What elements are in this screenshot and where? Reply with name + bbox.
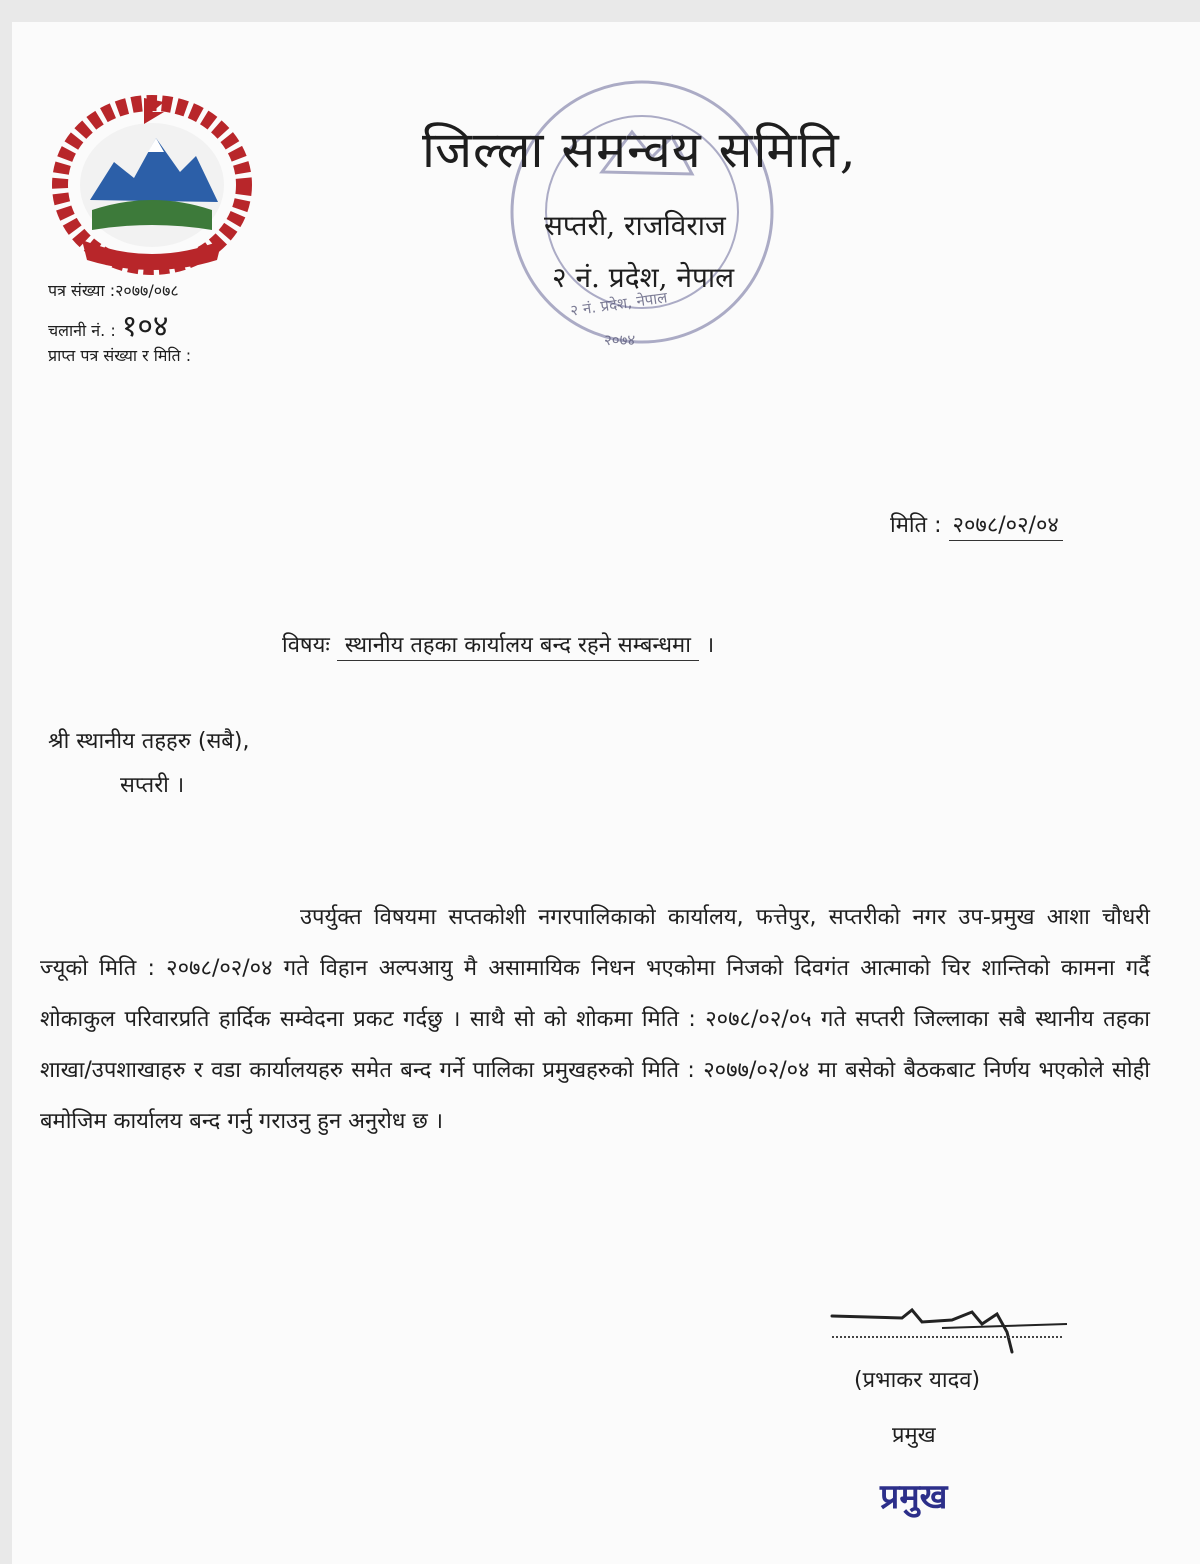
signature-icon [822, 1292, 1072, 1372]
signature-line [832, 1336, 1062, 1338]
addressee-line1: श्री स्थानीय तहहरु (सबै), [48, 729, 250, 754]
dispatch-number-value: १०४ [121, 309, 169, 344]
office-location: सप्तरी, राजविराज [544, 209, 726, 242]
date-label: मिति : [890, 513, 942, 538]
signatory-name: (प्रभाकर यादव) [854, 1368, 981, 1393]
designation-stamp: प्रमुख [880, 1477, 948, 1517]
subject-line [282, 629, 714, 659]
received-letter-info: प्राप्त पत्र संख्या र मिति : [48, 346, 192, 365]
signatory-title: प्रमुख [892, 1423, 936, 1448]
nepal-emblem-icon [52, 90, 252, 275]
date-value: २०७८/०२/०४ [949, 513, 1063, 541]
stamp-text-province: २ नं. प्रदेश, नेपाल [569, 288, 669, 320]
subject-label: विषयः [282, 633, 330, 658]
dispatch-number-label: चलानी नं. : [48, 321, 116, 340]
dispatch-number [48, 304, 169, 345]
letter-page [12, 22, 1200, 1564]
subject-end: । [705, 633, 715, 658]
letter-number-value: २०७७/०७८ [115, 281, 179, 300]
office-province: २ नं. प्रदेश, नेपाल [552, 261, 735, 294]
subject-value: स्थानीय तहका कार्यालय बन्द रहने सम्बन्धमा [337, 633, 699, 661]
letter-number-label: पत्र संख्या : [48, 281, 116, 300]
addressee-line2: सप्तरी । [120, 773, 185, 798]
letter-body: उपर्युक्त विषयमा सप्तकोशी नगरपालिकाको कार्यालय, फत्तेपुर, सप्तरीको नगर उप-प्रमुख आशा चौधरी ज्यूको मिति : २०७८/०२/०४ गते विहान अल्पआयु मै असामायिक निधन भएकोमा निजको दिवगंत आत्माको चिर शान्तिको कामना गर्दै शोकाकुल परिवारप्रति हार्दिक सम्वेदना प्रकट गर्दछु । साथै सो को शोकमा मिति : २०७८/०२/०५ गते सप्तरी जिल्लाका सबै स्थानीय तहका शाखा/उपशाखाहरु र वडा कार्यालयहरु समेत बन्द गर्ने पालिका प्रमुखहरुको मिति : २०७७/०२/०४ मा बसेको बैठकबाट निर्णय भएकोले सोही बमोजिम कार्यालय बन्द गर्नु गराउनु हुन अनुरोध छ । [40, 905, 1150, 1134]
office-title: जिल्ला समन्वय समिति, [422, 121, 857, 179]
letter-date [890, 509, 1063, 539]
stamp-text-year: २०७४ [604, 331, 636, 349]
letter-number [48, 279, 179, 301]
